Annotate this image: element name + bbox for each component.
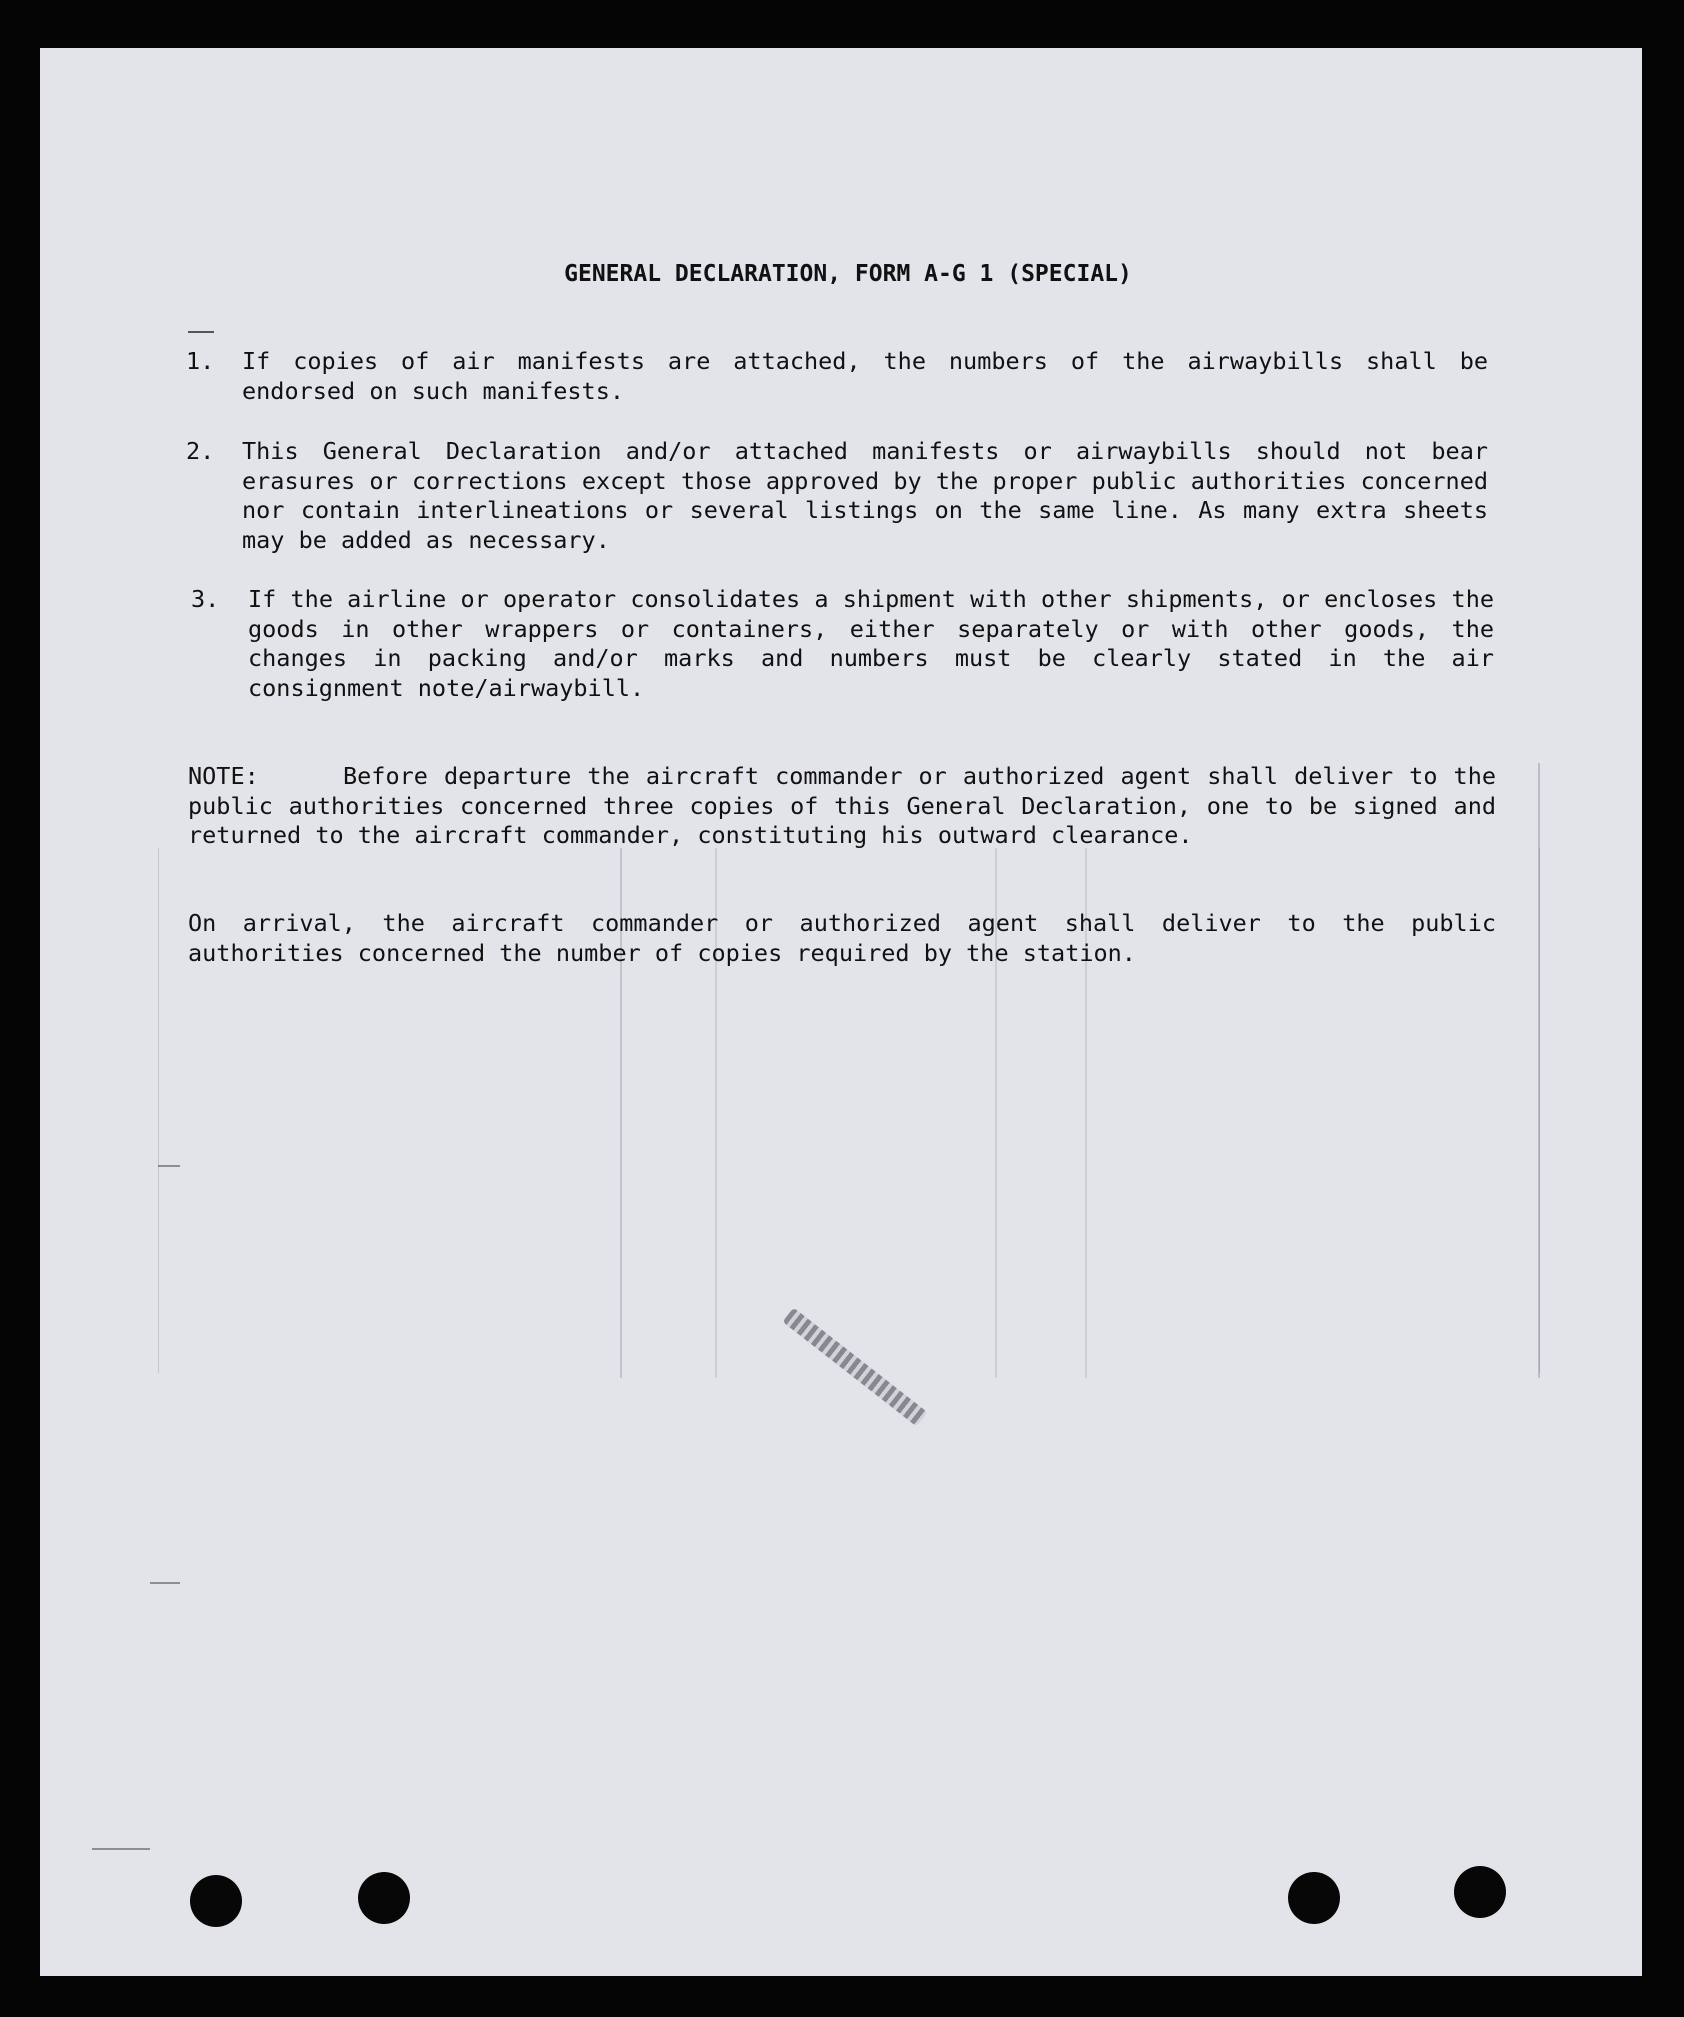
item-number: 2. [186,437,215,465]
instruction-item-3 [186,585,1506,703]
punch-hole [358,1872,410,1924]
punch-hole [190,1875,242,1927]
punch-hole [1454,1866,1506,1918]
document-title: GENERAL DECLARATION, FORM A-G 1 (SPECIAL) [564,261,1132,287]
note-label: NOTE: [188,762,259,790]
punch-hole [1288,1872,1340,1924]
item-number: 3. [191,585,220,613]
item-text: This General Declaration and/or attached manifests or airwaybills should not bear erasures or corrections except those approved by the proper public authorities concerned nor contain interlineations or several listings on the same line. As many extra sheets may be added as necessary. [242,437,1488,554]
item-text: If the airline or operator consolidates a shipment with other shipments, or encloses the goods in other wrappers or containers, either separately or with other goods, the changes in packing and/or marks and numbers must be clearly stated in the air consignment note/airwaybill. [248,585,1494,702]
arrival-note: On arrival, the aircraft commander or authorized agent shall deliver to the public authorities concerned the number of copies required by the station. [188,909,1496,967]
instruction-item-1 [186,347,1506,406]
declaration-text [40,48,1642,1976]
note-text: Before departure the aircraft commander or authorized agent shall deliver to the public authorities concerned three copies of this General Declaration, one to be signed and returned to the aircraft commander, constituting his outward clearance. [188,762,1496,850]
item-text: If copies of air manifests are attached, the numbers of the airwaybills shall be endorsed on such manifests. [242,347,1488,405]
document-page [40,48,1642,1976]
departure-note [188,762,1496,851]
instruction-item-2 [186,437,1506,555]
item-number: 1. [186,347,215,375]
